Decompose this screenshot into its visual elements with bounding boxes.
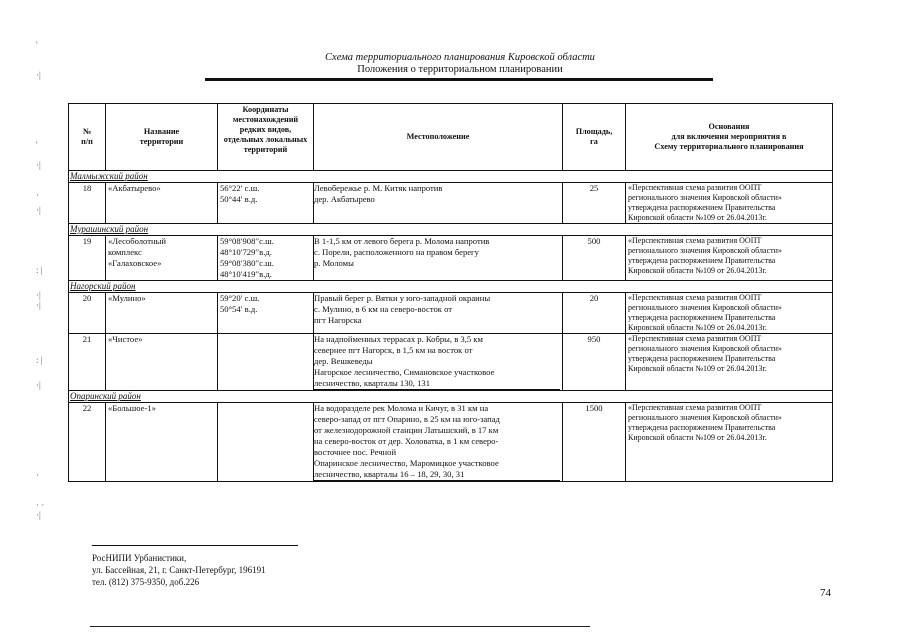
- cell-number: 20: [69, 293, 106, 334]
- cell-area: 20: [563, 293, 626, 334]
- cell-basis: [626, 334, 833, 391]
- margin-mark: ·|: [36, 70, 41, 80]
- title-underline: [205, 78, 713, 81]
- header-basis: [626, 104, 833, 171]
- table-body: [69, 171, 833, 482]
- header-name: [106, 104, 218, 171]
- district-name: Опаринский район: [69, 391, 218, 403]
- cell-basis: [626, 236, 833, 281]
- text-line: утверждена распоряжением Правительства: [628, 354, 776, 363]
- text-line: дер. Акбатырево: [314, 194, 375, 204]
- text-line: дер. Вешкеведы: [314, 356, 373, 366]
- territories-table: [68, 103, 833, 482]
- text-line: 59°08′380′′с.ш.: [220, 258, 274, 268]
- page-number: 74: [820, 587, 831, 599]
- cell-coordinates: [218, 183, 314, 224]
- header-location: Местоположение: [314, 104, 563, 171]
- district-row: [69, 224, 833, 236]
- margin-mark: ': [36, 140, 38, 150]
- cell-name: [106, 334, 218, 391]
- text-line: 48°10′729′′в.д.: [220, 247, 272, 257]
- text-line: №: [82, 127, 92, 136]
- table-header-row: [69, 104, 833, 171]
- cell-area: 1500: [563, 403, 626, 482]
- document-subtitle: Положения о территориальном планировании: [357, 64, 563, 75]
- text-line: Название: [143, 127, 180, 136]
- cell-location: [314, 334, 563, 391]
- cell-location: [314, 183, 563, 224]
- text-line: р. Моломы: [314, 258, 354, 268]
- cell-coordinates: [218, 293, 314, 334]
- cell-number: 19: [69, 236, 106, 281]
- district-row-fill: [218, 171, 833, 183]
- header-area: [563, 104, 626, 171]
- district-row-fill: [218, 281, 833, 293]
- cell-coordinates: [218, 236, 314, 281]
- footer: [92, 552, 266, 588]
- text-line: «Перспективная схема развития ООПТ: [628, 403, 762, 412]
- margin-mark: ·|: [36, 205, 41, 215]
- footer-address: ул. Бассейная, 21, г. Санкт-Петербург, 196191: [92, 565, 266, 575]
- text-line: от железнодорожной станции Латышский, в 17 км: [314, 425, 499, 435]
- text-line: Правый берег р. Вятки у юго-западной окраины: [314, 293, 491, 303]
- text-line: га: [590, 137, 598, 146]
- cell-coordinates: [218, 403, 314, 482]
- cell-area: 950: [563, 334, 626, 391]
- text-line: 48°10′419′′в.д.: [220, 269, 272, 279]
- text-line: «Галаховское»: [108, 258, 162, 268]
- table-row: [69, 183, 833, 224]
- text-line: Координаты: [242, 105, 289, 114]
- text-line: на северо-восток от дер. Холоватка, в 1 км северо-: [314, 436, 499, 446]
- cell-basis: [626, 403, 833, 482]
- footer-org: РосНИПИ Урбанистики,: [92, 553, 187, 563]
- cell-location: [314, 236, 563, 281]
- text-line: отдельных локальных: [223, 135, 308, 144]
- text-line: Кировской области №109 от 26.04.2013г.: [628, 323, 767, 332]
- table-row: [69, 334, 833, 391]
- cell-basis: [626, 293, 833, 334]
- cell-name: [106, 183, 218, 224]
- text-line: регионального значения Кировской области»: [628, 193, 782, 202]
- text-line: территории: [139, 137, 184, 146]
- text-line: 56°22′ с.ш.: [220, 183, 260, 193]
- cell-number: 18: [69, 183, 106, 224]
- text-line: «Акбатырево»: [108, 183, 161, 193]
- text-line: с. Мулино, в 6 км на северо-восток от: [314, 304, 453, 314]
- text-line: местонахождений: [232, 115, 299, 124]
- cell-area: 25: [563, 183, 626, 224]
- text-line: редких видов,: [239, 125, 292, 134]
- text-line: лесничество, кварталы 130, 131: [314, 378, 560, 390]
- text-line: В 1-1,5 км от левого берега р. Молома напротив: [314, 236, 490, 246]
- text-line: утверждена распоряжением Правительства: [628, 423, 776, 432]
- text-line: Кировской области №109 от 26.04.2013г.: [628, 364, 767, 373]
- text-line: На надпойменных террасах р. Кобры, в 3,5 км: [314, 334, 483, 344]
- text-line: «Перспективная схема развития ООПТ: [628, 334, 762, 343]
- text-line: Площадь,: [575, 127, 613, 136]
- cell-area: 500: [563, 236, 626, 281]
- bottom-rule: [90, 626, 590, 627]
- margin-mark: ·|: [36, 290, 41, 300]
- text-line: 59°08′908′′с.ш.: [220, 236, 274, 246]
- text-line: «Чистое»: [108, 334, 143, 344]
- text-line: «Перспективная схема развития ООПТ: [628, 183, 762, 192]
- cell-number: 21: [69, 334, 106, 391]
- table-row: [69, 236, 833, 281]
- district-name: Мурашинский район: [69, 224, 218, 236]
- margin-mark: ·: [36, 470, 39, 480]
- footer-rule: [92, 545, 298, 546]
- cell-coordinates: [218, 334, 314, 391]
- text-line: «Мулино»: [108, 293, 146, 303]
- text-line: Основания: [708, 122, 750, 131]
- cell-name: [106, 236, 218, 281]
- header-coordinates: [218, 104, 314, 171]
- text-line: регионального значения Кировской области»: [628, 303, 782, 312]
- text-line: 50°54′ в.д.: [220, 304, 258, 314]
- text-line: регионального значения Кировской области»: [628, 344, 782, 353]
- margin-mark: ': [36, 40, 38, 50]
- table-row: [69, 403, 833, 482]
- text-line: 50°44′ в.д.: [220, 194, 258, 204]
- district-row-fill: [218, 391, 833, 403]
- text-line: комплекс: [108, 247, 142, 257]
- text-line: утверждена распоряжением Правительства: [628, 256, 776, 265]
- text-line: На водоразделе рек Молома и Кичуг, в 31 км на: [314, 403, 489, 413]
- text-line: 59°20′ с.ш.: [220, 293, 260, 303]
- territories-table-container: [68, 103, 832, 482]
- text-line: восточнее пос. Речной: [314, 447, 397, 457]
- text-line: «Лесоболотный: [108, 236, 166, 246]
- cell-basis: [626, 183, 833, 224]
- margin-mark: ·: [36, 190, 39, 200]
- margin-mark: ·|: [36, 300, 41, 310]
- text-line: Опаринское лесничество, Маромицкое участковое: [314, 458, 499, 468]
- text-line: с. Порели, расположенного на правом берегу: [314, 247, 479, 257]
- text-line: лесничество, кварталы 16 – 18, 29, 30, 31: [314, 469, 560, 481]
- text-line: севернее пгт Нагорск, в 1,5 км на восток от: [314, 345, 473, 355]
- text-line: «Перспективная схема развития ООПТ: [628, 236, 762, 245]
- cell-number: 22: [69, 403, 106, 482]
- district-row: [69, 171, 833, 183]
- text-line: Кировской области №109 от 26.04.2013г.: [628, 213, 767, 222]
- cell-name: [106, 403, 218, 482]
- margin-mark: : |: [36, 265, 43, 275]
- district-row: [69, 391, 833, 403]
- text-line: п/п: [81, 137, 93, 146]
- margin-mark: · ·: [36, 500, 45, 510]
- text-line: «Перспективная схема развития ООПТ: [628, 293, 762, 302]
- text-line: пгт Нагорска: [314, 315, 362, 325]
- cell-location: [314, 403, 563, 482]
- text-line: Кировской области №109 от 26.04.2013г.: [628, 266, 767, 275]
- margin-mark: : |: [36, 355, 43, 365]
- text-line: Кировской области №109 от 26.04.2013г.: [628, 433, 767, 442]
- text-line: Левобережье р. М. Китяк напротив: [314, 183, 443, 193]
- footer-phone: тел. (812) 375-9350, доб.226: [92, 577, 200, 587]
- table-row: [69, 293, 833, 334]
- document-title: Схема территориального планирования Кировской области: [325, 52, 595, 63]
- margin-mark: ·|: [36, 160, 41, 170]
- text-line: утверждена распоряжением Правительства: [628, 203, 776, 212]
- district-name: Нагорский район: [69, 281, 218, 293]
- text-line: территорий: [243, 145, 288, 154]
- cell-location: [314, 293, 563, 334]
- margin-mark: ·|: [36, 510, 41, 520]
- text-line: для включения мероприятия в: [671, 132, 787, 141]
- district-name: Малмыжский район: [69, 171, 218, 183]
- text-line: утверждена распоряжением Правительства: [628, 313, 776, 322]
- text-line: северо-запад от пгт Опарино, в 25 км на юго-запад: [314, 414, 500, 424]
- district-row: [69, 281, 833, 293]
- cell-name: [106, 293, 218, 334]
- district-row-fill: [218, 224, 833, 236]
- margin-mark: ·|: [36, 380, 41, 390]
- text-line: Схему территориального планирования: [654, 142, 804, 151]
- header-num: [69, 104, 106, 171]
- text-line: регионального значения Кировской области»: [628, 413, 782, 422]
- text-line: Нагорское лесничество, Симановское участковое: [314, 367, 495, 377]
- text-line: «Большое-1»: [108, 403, 156, 413]
- text-line: регионального значения Кировской области»: [628, 246, 782, 255]
